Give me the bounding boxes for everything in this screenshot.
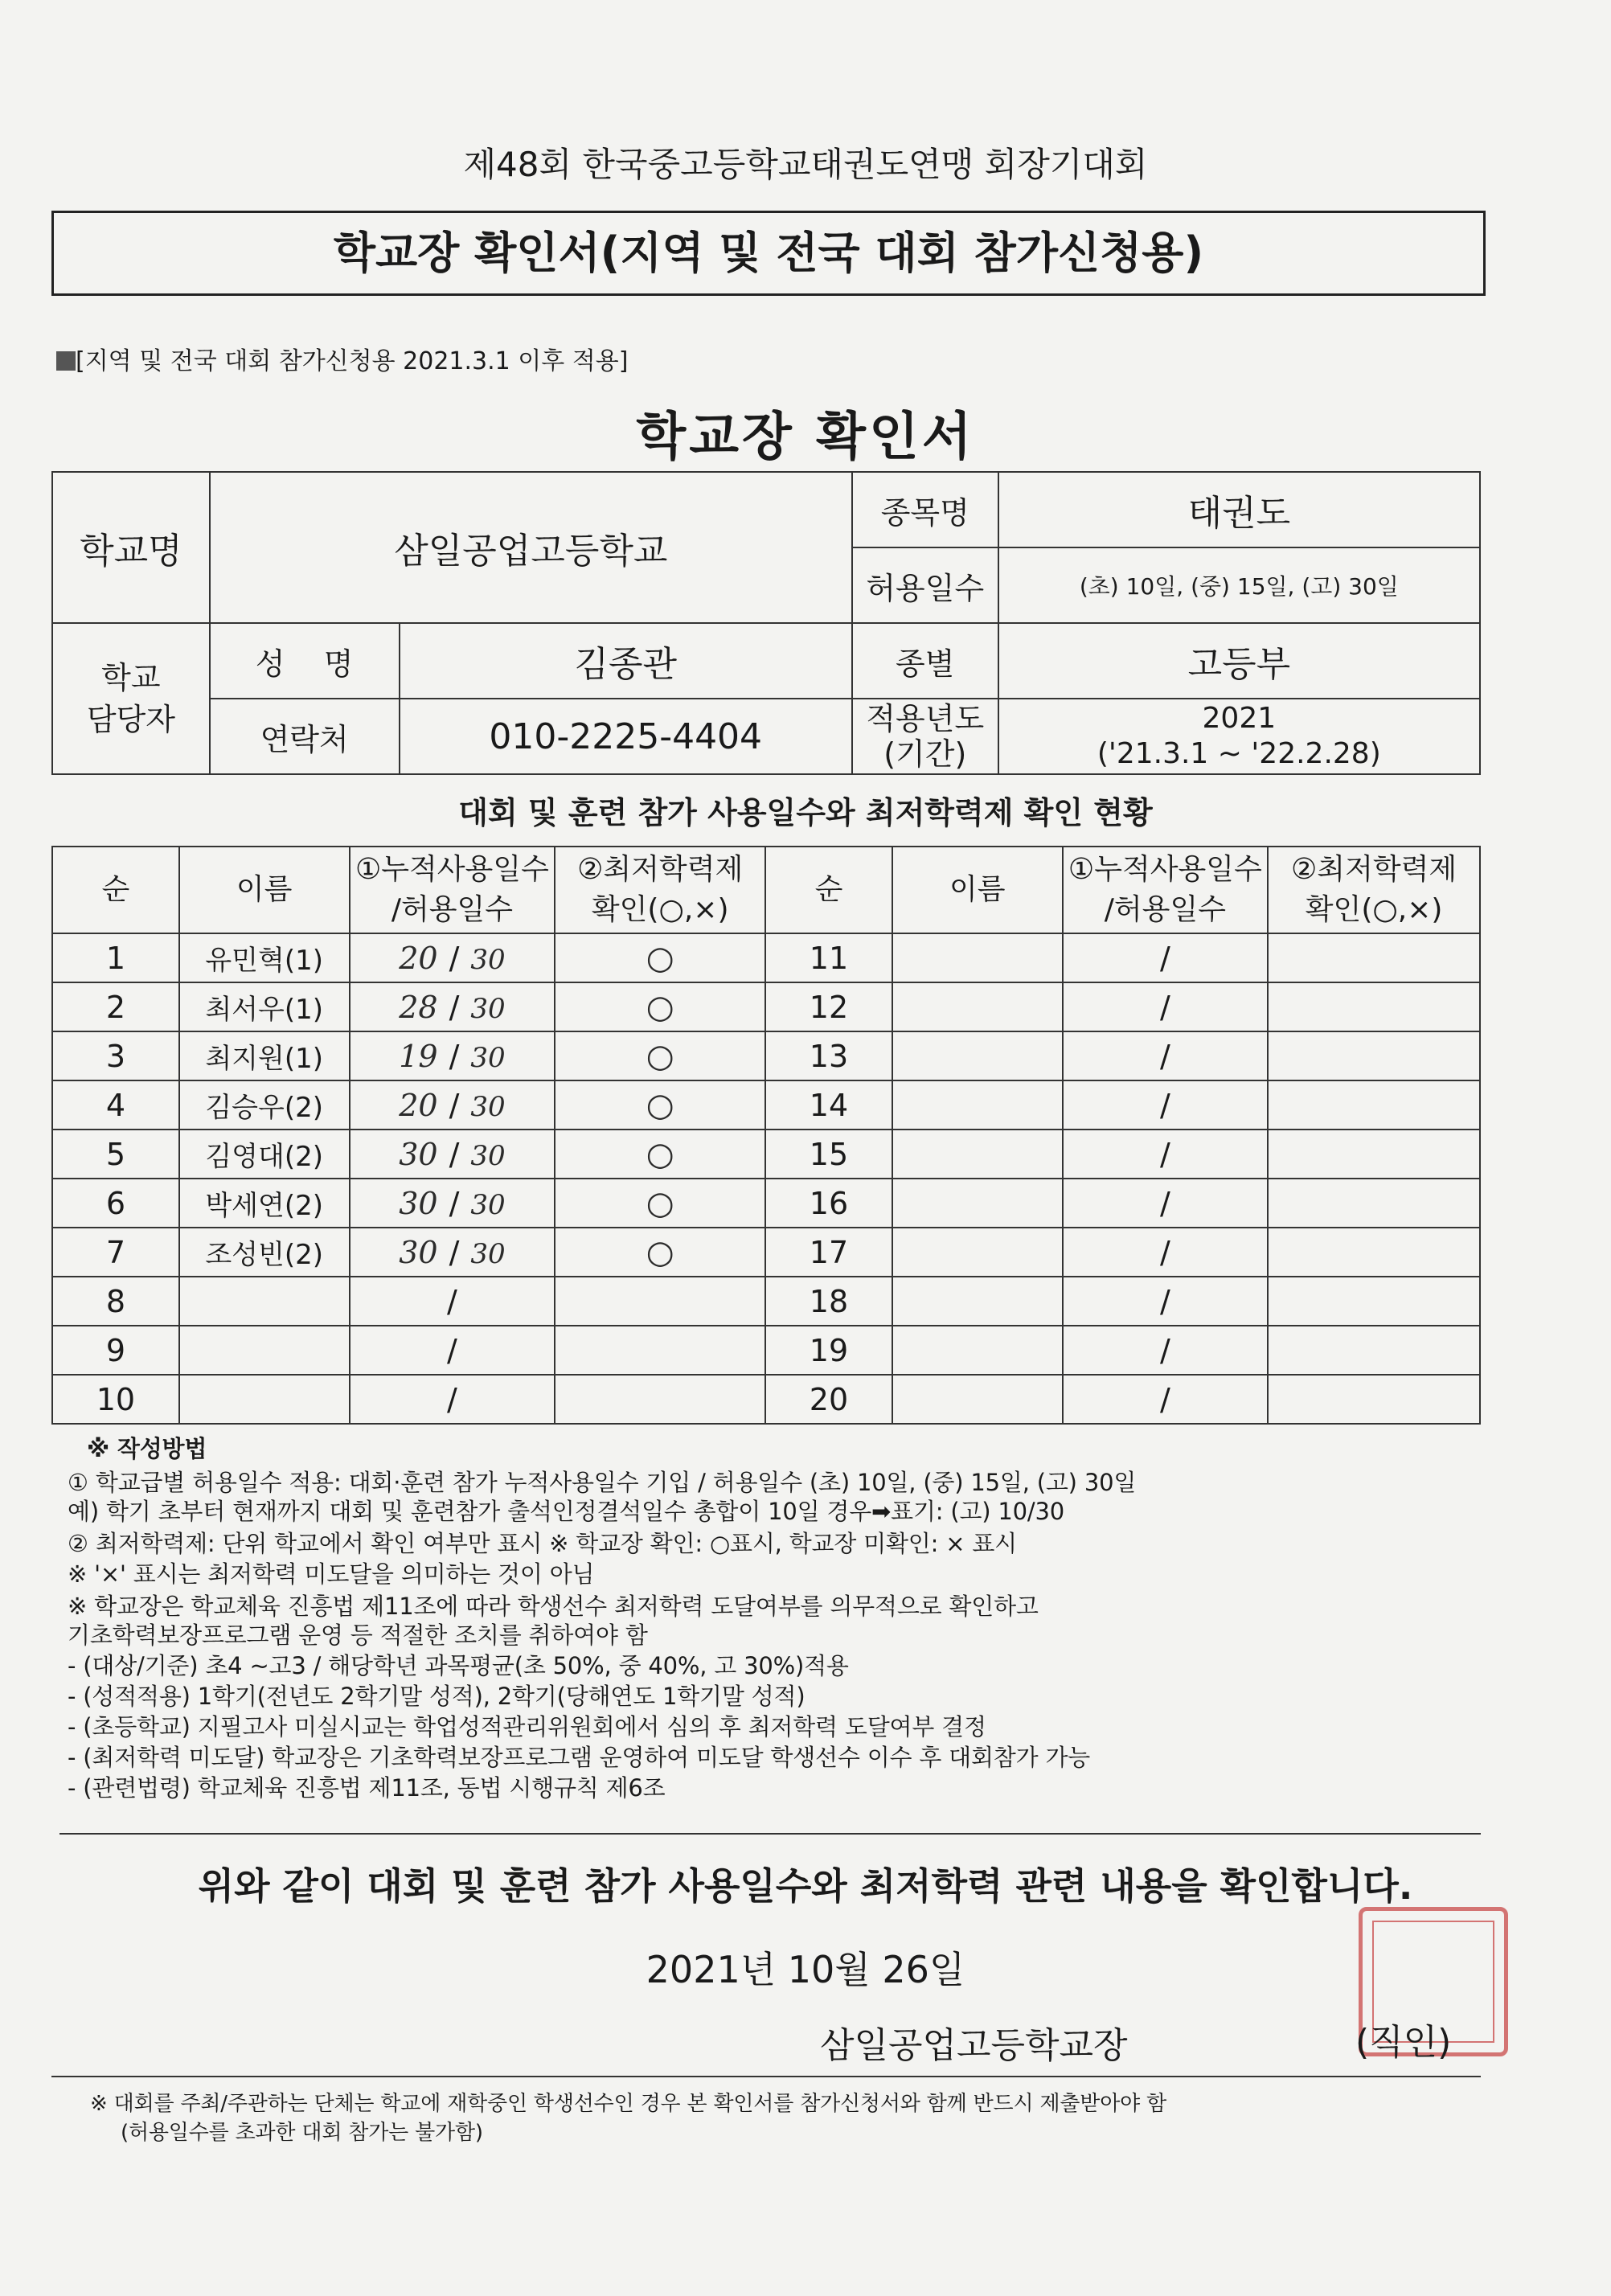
used-days: 20 [399, 940, 438, 976]
row-check-right [1268, 1326, 1480, 1375]
row-name-right [892, 1228, 1063, 1277]
slash-divider: / [1159, 1136, 1170, 1172]
school-label: 학교명 [52, 472, 210, 623]
applies-note [56, 341, 628, 376]
used-days: 19 [399, 1038, 438, 1074]
allowed-days: 30 [470, 992, 506, 1025]
row-no: 4 [52, 1080, 179, 1130]
method-line: - (초등학교) 지필고사 미실시교는 학업성적관리위원회에서 심의 후 최저학력 도달여부 결정 [68, 1713, 986, 1740]
row-name-right [892, 982, 1063, 1031]
method-line: ① 학교급별 허용일수 적용: 대회·훈련 참가 누적사용일수 기입 / 허용일수 (초) 10일, (중) 15일, (고) 30일 [68, 1469, 1137, 1496]
used-days: 30 [399, 1136, 438, 1172]
row-name: 최지원(1) [179, 1031, 350, 1080]
table-row [52, 1031, 1480, 1080]
row-days [350, 1130, 555, 1179]
used-days: 28 [399, 989, 438, 1025]
row-check [555, 1326, 765, 1375]
row-name: 유민혁(1) [179, 933, 350, 982]
allowed-days: 30 [470, 1237, 506, 1270]
row-check: ○ [555, 1130, 765, 1179]
row-days [350, 1031, 555, 1080]
slash-divider: / [449, 1087, 460, 1123]
row-no: 1 [52, 933, 179, 982]
table-row [52, 1277, 1480, 1326]
row-days [350, 1080, 555, 1130]
method-line: - (성적적용) 1학기(전년도 2학기말 성적), 2학기(당해연도 1학기말 성적) [68, 1683, 806, 1710]
row-check-right [1268, 933, 1480, 982]
name-label: 성 명 [210, 623, 400, 699]
period-value: ('21.3.1 ~ '22.2.28) [1097, 737, 1381, 770]
table-row [52, 1228, 1480, 1277]
header-days: ①누적사용일수 /허용일수 [350, 847, 555, 933]
method-line: ※ '×' 표시는 최저학력 미도달을 의미하는 것이 아님 [68, 1560, 595, 1588]
main-title: 학교장 확인서 [636, 408, 975, 467]
slash-divider: / [1159, 940, 1170, 976]
slash-divider: / [1159, 1087, 1170, 1123]
boxed-title: 학교장 확인서(지역 및 전국 대회 참가신청용) [333, 228, 1204, 278]
square-bullet-icon [56, 351, 76, 371]
row-check: ○ [555, 1179, 765, 1228]
row-name: 김승우(2) [179, 1080, 350, 1130]
slash-divider: / [449, 1038, 460, 1074]
row-no: 2 [52, 982, 179, 1031]
row-days [350, 982, 555, 1031]
method-divider-top [51, 1423, 1481, 1425]
row-check-right [1268, 1080, 1480, 1130]
row-no-right: 14 [765, 1080, 892, 1130]
row-check [555, 1375, 765, 1424]
year-value: 2021 [1202, 702, 1277, 735]
header-name: 이름 [179, 847, 350, 933]
row-days-right [1063, 933, 1269, 982]
row-check [555, 1277, 765, 1326]
row-days-right [1063, 1179, 1269, 1228]
method-line: - (관련법령) 학교체육 진흥법 제11조, 동법 시행규칙 제6조 [68, 1774, 666, 1802]
row-days [350, 1179, 555, 1228]
sport-label: 종목명 [852, 472, 998, 547]
row-name-right [892, 933, 1063, 982]
header-no-right: 순 [765, 847, 892, 933]
row-days-right [1063, 1375, 1269, 1424]
used-days: 20 [399, 1087, 438, 1123]
slash-divider: / [447, 1381, 457, 1417]
row-check: ○ [555, 982, 765, 1031]
method-line: 예) 학기 초부터 현재까지 대회 및 훈련참가 출석인정결석일수 총합이 10일 경우➡표기: (고) 10/30 [68, 1498, 1064, 1525]
footer-line2: (허용일수를 초과한 대회 참가는 불가함) [121, 2121, 483, 2145]
row-no-right: 12 [765, 982, 892, 1031]
allowed-value: (초) 10일, (중) 15일, (고) 30일 [998, 547, 1480, 623]
slash-divider: / [1159, 1381, 1170, 1417]
header-no: 순 [52, 847, 179, 933]
principal-name: 삼일공업고등학교장 [820, 2025, 1128, 2066]
footer-line1: ※ 대회를 주최/주관하는 단체는 학교에 재학중인 학생선수인 경우 본 확인서를 참가신청서와 함께 반드시 제출받아야 함 [90, 2092, 1167, 2116]
slash-divider: / [1159, 1038, 1170, 1074]
row-days-right [1063, 1031, 1269, 1080]
row-no: 8 [52, 1277, 179, 1326]
row-name-right [892, 1080, 1063, 1130]
header-check-right: ②최저학력제 확인(○,×) [1268, 847, 1480, 933]
used-days: 30 [399, 1185, 438, 1221]
table-row [52, 1375, 1480, 1424]
row-no: 3 [52, 1031, 179, 1080]
allowed-days: 30 [470, 943, 506, 976]
table-row [52, 1326, 1480, 1375]
row-check: ○ [555, 1080, 765, 1130]
slash-divider: / [1159, 1234, 1170, 1270]
row-name-right [892, 1326, 1063, 1375]
row-days [350, 1375, 555, 1424]
slash-divider: / [449, 1234, 460, 1270]
row-days-right [1063, 1130, 1269, 1179]
slash-divider: / [447, 1332, 457, 1368]
row-name [179, 1375, 350, 1424]
row-no: 6 [52, 1179, 179, 1228]
roster-table [51, 846, 1481, 1425]
row-no-right: 11 [765, 933, 892, 982]
row-no: 5 [52, 1130, 179, 1179]
info-table [51, 471, 1481, 775]
contact-label: 연락처 [210, 699, 400, 774]
row-name-right [892, 1031, 1063, 1080]
allowed-days: 30 [470, 1139, 506, 1172]
table-row [52, 933, 1480, 982]
table-row [52, 1179, 1480, 1228]
header-days-right: ①누적사용일수 /허용일수 [1063, 847, 1269, 933]
seal-label: (직인) [1355, 2022, 1452, 2063]
event-title: 제48회 한국중고등학교태권도연맹 회장기대회 [463, 145, 1148, 184]
method-line: ※ 학교장은 학교체육 진흥법 제11조에 따라 학생선수 최저학력 도달여부를 의무적으로 확인하고 [68, 1593, 1039, 1620]
method-divider-bottom [59, 1833, 1481, 1835]
row-no-right: 15 [765, 1130, 892, 1179]
row-name: 조성빈(2) [179, 1228, 350, 1277]
division-value: 고등부 [998, 623, 1480, 699]
method-line: - (최저학력 미도달) 학교장은 기초학력보장프로그램 운영하여 미도달 학생선수 이수 후 대회참가 가능 [68, 1744, 1091, 1771]
row-days [350, 1228, 555, 1277]
row-days [350, 1326, 555, 1375]
row-days-right [1063, 1326, 1269, 1375]
confirm-statement: 위와 같이 대회 및 훈련 참가 사용일수와 최저학력 관련 내용을 확인합니다. [198, 1864, 1413, 1908]
header-name-right: 이름 [892, 847, 1063, 933]
slash-divider: / [1159, 989, 1170, 1025]
contact-value: 010-2225-4404 [400, 699, 852, 774]
row-days-right [1063, 982, 1269, 1031]
division-label: 종별 [852, 623, 998, 699]
row-name [179, 1277, 350, 1326]
row-name: 박세연(2) [179, 1179, 350, 1228]
row-name-right [892, 1130, 1063, 1179]
row-no-right: 18 [765, 1277, 892, 1326]
method-line: - (대상/기준) 초4 ~고3 / 해당학년 과목평균(초 50%, 중 40%, 고 30%)적용 [68, 1652, 849, 1679]
school-value: 삼일공업고등학교 [210, 472, 852, 623]
slash-divider: / [449, 940, 460, 976]
manager-label: 학교 담당자 [52, 623, 210, 774]
row-name: 김영대(2) [179, 1130, 350, 1179]
allowed-days: 30 [470, 1188, 506, 1221]
row-check-right [1268, 1031, 1480, 1080]
row-no: 10 [52, 1375, 179, 1424]
row-check-right [1268, 1179, 1480, 1228]
slash-divider: / [447, 1283, 457, 1319]
row-no-right: 13 [765, 1031, 892, 1080]
row-check: ○ [555, 1228, 765, 1277]
row-days-right [1063, 1277, 1269, 1326]
name-value: 김종관 [400, 623, 852, 699]
method-line: ② 최저학력제: 단위 학교에서 확인 여부만 표시 ※ 학교장 확인: ○표시, 학교장 미확인: × 표시 [68, 1530, 1017, 1557]
row-check-right [1268, 1228, 1480, 1277]
applies-note-text: [지역 및 전국 대회 참가신청용 2021.3.1 이후 적용] [76, 347, 629, 375]
row-no-right: 20 [765, 1375, 892, 1424]
row-check-right [1268, 982, 1480, 1031]
slash-divider: / [449, 989, 460, 1025]
row-name [179, 1326, 350, 1375]
row-check-right [1268, 1130, 1480, 1179]
boxed-title-frame [51, 211, 1486, 296]
year-cell [998, 699, 1480, 774]
slash-divider: / [449, 1136, 460, 1172]
row-no-right: 19 [765, 1326, 892, 1375]
method-title: ※ 작성방법 [87, 1435, 207, 1462]
allowed-days: 30 [470, 1041, 506, 1074]
slash-divider: / [1159, 1283, 1170, 1319]
row-check: ○ [555, 1031, 765, 1080]
allowed-label: 허용일수 [852, 547, 998, 623]
header-check: ②최저학력제 확인(○,×) [555, 847, 765, 933]
row-name-right [892, 1179, 1063, 1228]
row-no-right: 16 [765, 1179, 892, 1228]
slash-divider: / [1159, 1185, 1170, 1221]
row-check: ○ [555, 933, 765, 982]
slash-divider: / [449, 1185, 460, 1221]
roster-title: 대회 및 훈련 참가 사용일수와 최저학력제 확인 현황 [458, 795, 1153, 830]
method-line: 기초학력보장프로그램 운영 등 적절한 조치를 취하여야 함 [68, 1622, 648, 1649]
sport-value: 태권도 [998, 472, 1480, 547]
table-row [52, 1130, 1480, 1179]
row-name-right [892, 1277, 1063, 1326]
row-check-right [1268, 1277, 1480, 1326]
table-row [52, 982, 1480, 1031]
row-name-right [892, 1375, 1063, 1424]
row-no: 9 [52, 1326, 179, 1375]
slash-divider: / [1159, 1332, 1170, 1368]
year-label: 적용년도 (기간) [852, 699, 998, 774]
table-row [52, 1080, 1480, 1130]
allowed-days: 30 [470, 1090, 506, 1123]
row-days [350, 1277, 555, 1326]
row-days-right [1063, 1080, 1269, 1130]
footer-divider [51, 2076, 1481, 2077]
row-name: 최서우(1) [179, 982, 350, 1031]
row-days [350, 933, 555, 982]
row-days-right [1063, 1228, 1269, 1277]
confirm-date: 2021년 10월 26일 [646, 1948, 965, 1991]
row-no-right: 17 [765, 1228, 892, 1277]
row-no: 7 [52, 1228, 179, 1277]
used-days: 30 [399, 1234, 438, 1270]
row-check-right [1268, 1375, 1480, 1424]
